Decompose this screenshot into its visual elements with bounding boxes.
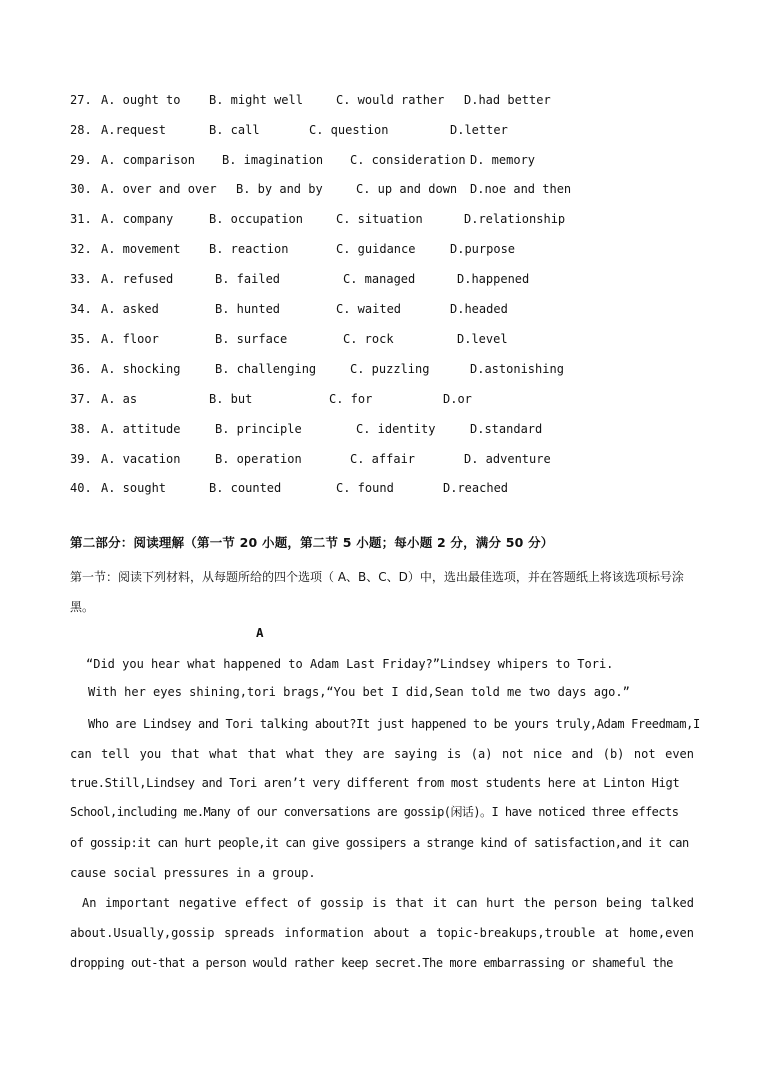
option-row-35 bbox=[0, 330, 508, 348]
option-c: C. for bbox=[329, 392, 373, 406]
option-c: C. question bbox=[309, 123, 389, 137]
option-row-32 bbox=[0, 240, 516, 258]
option-a: A. asked bbox=[101, 302, 159, 316]
option-b: B. but bbox=[209, 392, 253, 406]
option-a: A. over and over bbox=[101, 182, 217, 196]
option-c: C. found bbox=[336, 481, 394, 495]
option-a: A.request bbox=[101, 123, 167, 137]
passage-line: Who are Lindsey and Tori talking about?It just happened to be yours truly,Adam Freedmam,I bbox=[88, 717, 700, 731]
option-a: A. shocking bbox=[101, 362, 181, 376]
option-a: A. comparison bbox=[101, 153, 195, 167]
option-row-29 bbox=[0, 151, 536, 169]
passage-line: An important negative effect of gossip is that it can hurt the person being talked bbox=[82, 896, 694, 910]
option-d: D.standard bbox=[470, 422, 543, 436]
option-c: C. rock bbox=[343, 332, 394, 346]
option-c: C. puzzling bbox=[350, 362, 430, 376]
question-number: 27. bbox=[70, 93, 92, 107]
option-row-34 bbox=[0, 300, 508, 318]
option-c: C. consideration bbox=[350, 153, 466, 167]
passage-line: “Did you hear what happened to Adam Last Friday?”Lindsey whipers to Tori. bbox=[86, 657, 614, 671]
option-b: B. failed bbox=[215, 272, 281, 286]
option-a: A. attitude bbox=[101, 422, 181, 436]
option-row-27 bbox=[0, 91, 551, 109]
option-c: C. situation bbox=[336, 212, 423, 226]
option-d: D.had better bbox=[464, 93, 551, 107]
passage-line: cause social pressures in a group. bbox=[70, 866, 316, 880]
option-d: D. adventure bbox=[464, 452, 551, 466]
passage-letter: A bbox=[256, 625, 264, 640]
option-c: C. would rather bbox=[336, 93, 445, 107]
passage-line: With her eyes shining,tori brags,“You bet I did,Sean told me two days ago.” bbox=[88, 685, 630, 699]
passage-line: can tell you that what that what they are saying is (a) not nice and (b) not even bbox=[70, 747, 694, 761]
option-d: D.happened bbox=[457, 272, 530, 286]
option-a: A. refused bbox=[101, 272, 174, 286]
option-b: B. challenging bbox=[215, 362, 317, 376]
question-number: 33. bbox=[70, 272, 92, 286]
question-number: 28. bbox=[70, 123, 92, 137]
option-c: C. affair bbox=[350, 452, 416, 466]
question-number: 36. bbox=[70, 362, 92, 376]
passage-line: dropping out-that a person would rather keep secret.The more embarrassing or shameful the bbox=[70, 956, 673, 970]
question-number: 38. bbox=[70, 422, 92, 436]
option-a: A. sought bbox=[101, 481, 167, 495]
option-d: D.astonishing bbox=[470, 362, 564, 376]
option-b: B. surface bbox=[215, 332, 288, 346]
option-row-36 bbox=[0, 360, 564, 378]
option-b: B. principle bbox=[215, 422, 302, 436]
option-d: D.or bbox=[443, 392, 472, 406]
option-b: B. by and by bbox=[236, 182, 323, 196]
option-c: C. waited bbox=[336, 302, 402, 316]
option-d: D.reached bbox=[443, 481, 509, 495]
option-a: A. ought to bbox=[101, 93, 181, 107]
option-d: D.noe and then bbox=[470, 182, 572, 196]
option-row-37 bbox=[0, 390, 472, 408]
option-c: C. guidance bbox=[336, 242, 416, 256]
option-b: B. counted bbox=[209, 481, 282, 495]
option-row-30 bbox=[0, 180, 572, 198]
option-row-28 bbox=[0, 121, 508, 139]
option-b: B. occupation bbox=[209, 212, 303, 226]
question-number: 34. bbox=[70, 302, 92, 316]
option-b: B. call bbox=[209, 123, 260, 137]
option-a: A. movement bbox=[101, 242, 181, 256]
option-c: C. identity bbox=[356, 422, 436, 436]
section-instruction: 第一节：阅读下列材料，从每题所给的四个选项（ A、B、C、D）中，选出最佳选项，并在答题纸上将该选项标号涂黑。 bbox=[70, 570, 684, 614]
question-number: 39. bbox=[70, 452, 92, 466]
option-d: D.level bbox=[457, 332, 508, 346]
option-c: C. managed bbox=[343, 272, 416, 286]
option-d: D.letter bbox=[450, 123, 508, 137]
question-number: 37. bbox=[70, 392, 92, 406]
option-d: D.purpose bbox=[450, 242, 516, 256]
option-d: D. memory bbox=[470, 153, 536, 167]
option-a: A. company bbox=[101, 212, 174, 226]
option-b: B. reaction bbox=[209, 242, 289, 256]
option-a: A. floor bbox=[101, 332, 159, 346]
option-a: A. as bbox=[101, 392, 138, 406]
option-row-38 bbox=[0, 420, 543, 438]
question-number: 35. bbox=[70, 332, 92, 346]
option-row-33 bbox=[0, 270, 530, 288]
passage-line: School,including me.Many of our conversations are gossip(闲话)。I have noticed three effects bbox=[70, 805, 679, 819]
passage-line: true.Still,Lindsey and Tori aren’t very different from most students here at Linton Higt bbox=[70, 776, 680, 790]
question-number: 31. bbox=[70, 212, 92, 226]
section-title: 第二部分：阅读理解（第一节 20 小题，第二节 5 小题；每小题 2 分，满分 50 分） bbox=[70, 535, 554, 550]
option-c: C. up and down bbox=[356, 182, 458, 196]
option-b: B. hunted bbox=[215, 302, 281, 316]
option-b: B. might well bbox=[209, 93, 303, 107]
option-row-31 bbox=[0, 210, 566, 228]
question-number: 40. bbox=[70, 481, 92, 495]
option-b: B. imagination bbox=[222, 153, 324, 167]
option-b: B. operation bbox=[215, 452, 302, 466]
passage-line: about.Usually,gossip spreads information about a topic-breakups,trouble at home,even bbox=[70, 926, 694, 940]
question-number: 32. bbox=[70, 242, 92, 256]
passage-line: of gossip:it can hurt people,it can give gossipers a strange kind of satisfaction,and it can bbox=[70, 836, 689, 850]
option-row-39 bbox=[0, 450, 551, 468]
option-d: D.headed bbox=[450, 302, 508, 316]
option-row-40 bbox=[0, 479, 509, 497]
option-a: A. vacation bbox=[101, 452, 181, 466]
question-number: 29. bbox=[70, 153, 92, 167]
option-d: D.relationship bbox=[464, 212, 566, 226]
question-number: 30. bbox=[70, 182, 92, 196]
